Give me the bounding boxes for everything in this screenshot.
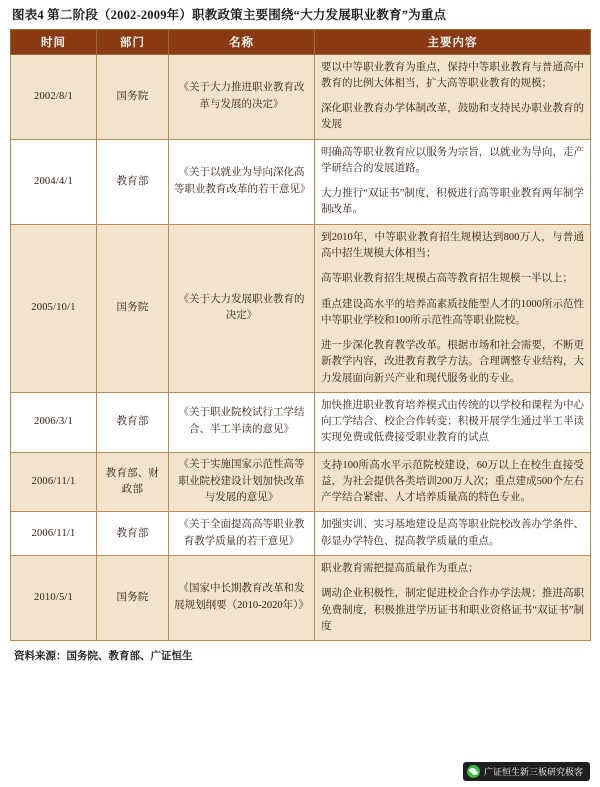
cell-time: 2004/4/1 [11,139,97,224]
cell-time: 2006/11/1 [11,452,97,512]
table-row [11,452,591,512]
cell-content [315,224,591,392]
content-paragraph: 进一步深化教育教学改革。根据市场和社会需要，不断更新教学内容，改进教育教学方法。合理调整专业结构，大力发展面向新兴产业和现代服务业的专业。 [321,340,584,384]
cell-department: 国务院 [97,224,169,392]
cell-time: 2006/11/1 [11,512,97,556]
content-paragraph: 加快推进职业教育培养模式由传统的以学校和课程为中心向工学结合、校企合作转变；积极开展学生通过半工半读实现免费或低费接受职业教育的试点 [321,399,584,444]
policy-table [10,29,591,641]
table-row [11,139,591,224]
content-paragraph: 高等职业教育招生规模占高等教育招生规模一半以上； [321,273,573,285]
cell-department: 教育部、财政部 [97,452,169,512]
column-header-time: 时间 [11,29,97,54]
cell-name: 《关于大力推进职业教育改革与发展的决定》 [169,54,315,139]
column-header-department: 部门 [97,29,169,54]
cell-name: 《关于职业院校试行工学结合、半工半读的意见》 [169,392,315,452]
cell-time: 2006/3/1 [11,392,97,452]
content-paragraph: 深化职业教育办学体制改革，鼓励和支持民办职业教育的发展 [321,103,584,131]
source-note: 资料来源：国务院、教育部、广证恒生 [14,651,193,663]
cell-content [315,54,591,139]
content-paragraph: 支持100所高水平示范院校建设，60万以上在校生直接受益，为社会提供各类培训200万人次；重点建成500个左右产学结合紧密、人才培养质量高的特色专业。 [321,459,584,504]
watermark-label: 广证恒生新三板研究极客 [483,767,583,777]
cell-content [315,512,591,556]
content-paragraph: 大力推行“双证书”制度，积极进行高等职业教育两年制学制改革。 [321,188,584,216]
cell-department: 教育部 [97,392,169,452]
cell-content [315,556,591,641]
column-header-name: 名称 [169,29,315,54]
cell-name: 《关于实施国家示范性高等职业院校建设计划加快改革与发展的意见》 [169,452,315,512]
cell-content [315,139,591,224]
cell-department: 教育部 [97,139,169,224]
table-row [11,54,591,139]
cell-name: 《关于以就业为导向深化高等职业教育改革的若干意见》 [169,139,315,224]
cell-department: 国务院 [97,556,169,641]
table-body [11,54,591,640]
cell-time: 2010/5/1 [11,556,97,641]
page-title: 图表4 第二阶段（2002-2009年）职教政策主要围绕“大力发展职业教育”为重点 [12,8,447,22]
cell-content [315,452,591,512]
column-header-content: 主要内容 [315,29,591,54]
content-paragraph: 到2010年，中等职业教育招生规模达到800万人，与普通高中招生规模大体相当； [321,231,584,260]
content-paragraph: 加强实训、实习基地建设是高等职业院校改善办学条件、彰显办学特色、提高教学质量的重点。 [321,519,584,547]
cell-department: 教育部 [97,512,169,556]
table-row [11,392,591,452]
cell-content [315,392,591,452]
table-row [11,512,591,556]
table-row [11,556,591,641]
cell-name: 《国家中长期教育改革和发展规划纲要（2010-2020年）》 [169,556,315,641]
content-paragraph: 明确高等职业教育应以服务为宗旨，以就业为导向，走产学研结合的发展道路。 [321,146,584,174]
cell-department: 国务院 [97,54,169,139]
cell-name: 《关于大力发展职业教育的决定》 [169,224,315,392]
table-row [11,224,591,392]
table-header-row [11,29,591,54]
cell-time: 2002/8/1 [11,54,97,139]
content-paragraph: 调动企业积极性，制定促进校企合作办学法规；推进高职免费制度，积极推进学历证书和职业资格证书“双证书”制度 [321,588,584,632]
content-paragraph: 要以中等职业教育为重点，保持中等职业教育与普通高中教育的比例大体相当，扩大高等职业教育的规模； [321,61,584,89]
watermark-badge [463,762,590,781]
table-header [11,29,591,54]
content-paragraph: 重点建设高水平的培养高素质技能型人才的1000所示范性中等职业学校和100所示范性高等职业院校。 [321,298,584,326]
content-paragraph: 职业教育需把提高质量作为重点； [321,563,479,574]
cell-name: 《关于全面提高高等职业教育教学质量的若干意见》 [169,512,315,556]
cell-time: 2005/10/1 [11,224,97,392]
wechat-icon [467,765,480,778]
